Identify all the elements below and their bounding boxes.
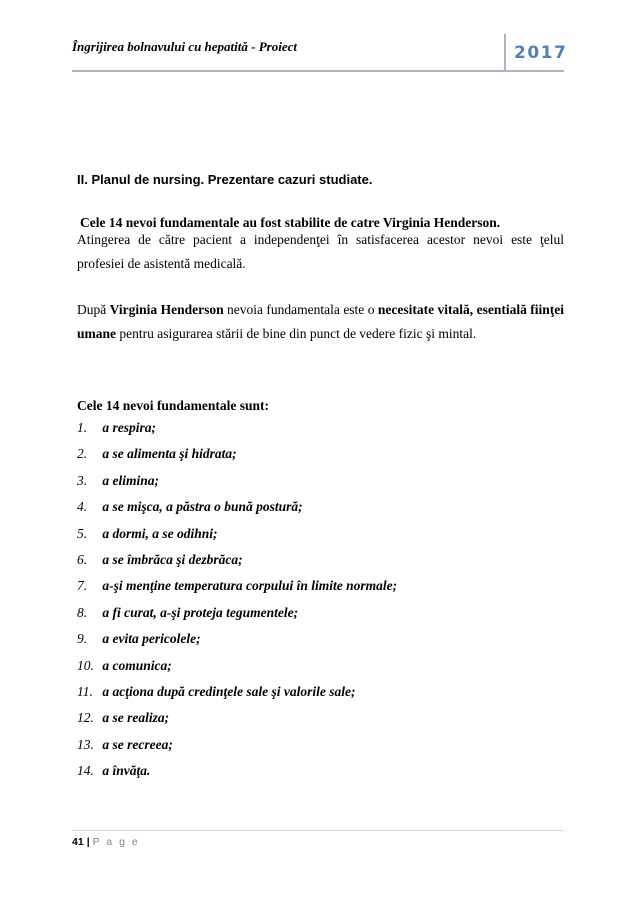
list-item (77, 710, 397, 736)
item-text: a acţiona după credinţele sale şi valorile sale; (102, 683, 356, 699)
intro-statement: Cele 14 nevoi fundamentale au fost stabilite de catre Virginia Henderson. (80, 215, 501, 230)
paragraph-henderson (77, 298, 564, 346)
item-text: a se îmbrăca şi dezbrăca; (102, 551, 243, 567)
item-number: 2. (77, 446, 88, 462)
item-number: 3. (77, 472, 88, 488)
item-number: 11. (77, 683, 93, 699)
paragraph-text: Atingerea de către pacient a independenţei în satisfacerea acestor nevoi este ţelul profesiei de asistentă medicală. (77, 232, 564, 271)
item-text: a fi curat, a-şi proteja tegumentele; (102, 604, 299, 620)
item-number: 4. (77, 499, 88, 515)
list-item (77, 737, 397, 763)
item-number: 12. (77, 710, 94, 726)
list-item (77, 658, 397, 684)
item-text: a se mişca, a păstra o bună postură; (102, 499, 303, 515)
footer-rule (72, 830, 564, 831)
page-header (72, 30, 568, 74)
item-text: a învăţa. (102, 763, 151, 779)
needs-list-title: Cele 14 nevoi fundamentale sunt: (77, 398, 269, 413)
emphasis-author: Virginia Henderson (109, 302, 224, 317)
item-text: a se recreea; (102, 736, 173, 752)
item-text: a respira; (102, 420, 156, 435)
item-text: a evita pericolele; (102, 631, 201, 647)
item-text: a-şi menţine temperatura corpului în limite normale; (102, 578, 398, 594)
list-item (77, 605, 397, 631)
page-number: 41 (72, 836, 84, 848)
item-number: 5. (77, 525, 88, 541)
item-text: a dormi, a se odihni; (102, 525, 218, 541)
item-number: 7. (77, 578, 88, 594)
list-item (77, 473, 397, 499)
item-number: 6. (77, 551, 88, 567)
document-year: 2017 (514, 43, 568, 63)
list-item (77, 631, 397, 657)
item-text: a se alimenta şi hidrata; (102, 446, 237, 462)
paragraph-text: nevoia fundamentala este o (223, 302, 378, 317)
needs-list (77, 420, 397, 789)
year-box (504, 34, 566, 70)
item-number: 13. (77, 736, 94, 752)
item-text: a comunica; (102, 657, 172, 673)
page-footer (72, 836, 140, 848)
item-number: 14. (77, 763, 94, 779)
item-text: a se realiza; (102, 710, 170, 726)
paragraph-independence (77, 228, 564, 276)
list-item (77, 526, 397, 552)
list-item (77, 684, 397, 710)
document-title: Îngrijirea bolnavului cu hepatită - Proiect (72, 39, 297, 54)
item-number: 8. (77, 604, 88, 620)
list-item (77, 763, 397, 789)
item-text: a elimina; (102, 472, 159, 488)
footer-separator: | (86, 836, 90, 848)
list-item (77, 552, 397, 578)
paragraph-text: pentru asigurarea stării de bine din punct de vedere fizic şi mintal. (116, 326, 477, 341)
page-label: P a g e (92, 836, 140, 848)
header-rule (72, 70, 564, 72)
emphasis-definition: necesitate vitală, esentială fiinţei umane (77, 302, 564, 341)
section-heading: II. Planul de nursing. Prezentare cazuri studiate. (77, 172, 373, 187)
list-item (77, 420, 397, 446)
item-number: 9. (77, 631, 88, 647)
item-number: 10. (77, 657, 94, 673)
list-item (77, 446, 397, 472)
paragraph-text: După (77, 302, 110, 317)
item-number: 1. (77, 420, 88, 435)
list-item (77, 499, 397, 525)
list-item (77, 578, 397, 604)
